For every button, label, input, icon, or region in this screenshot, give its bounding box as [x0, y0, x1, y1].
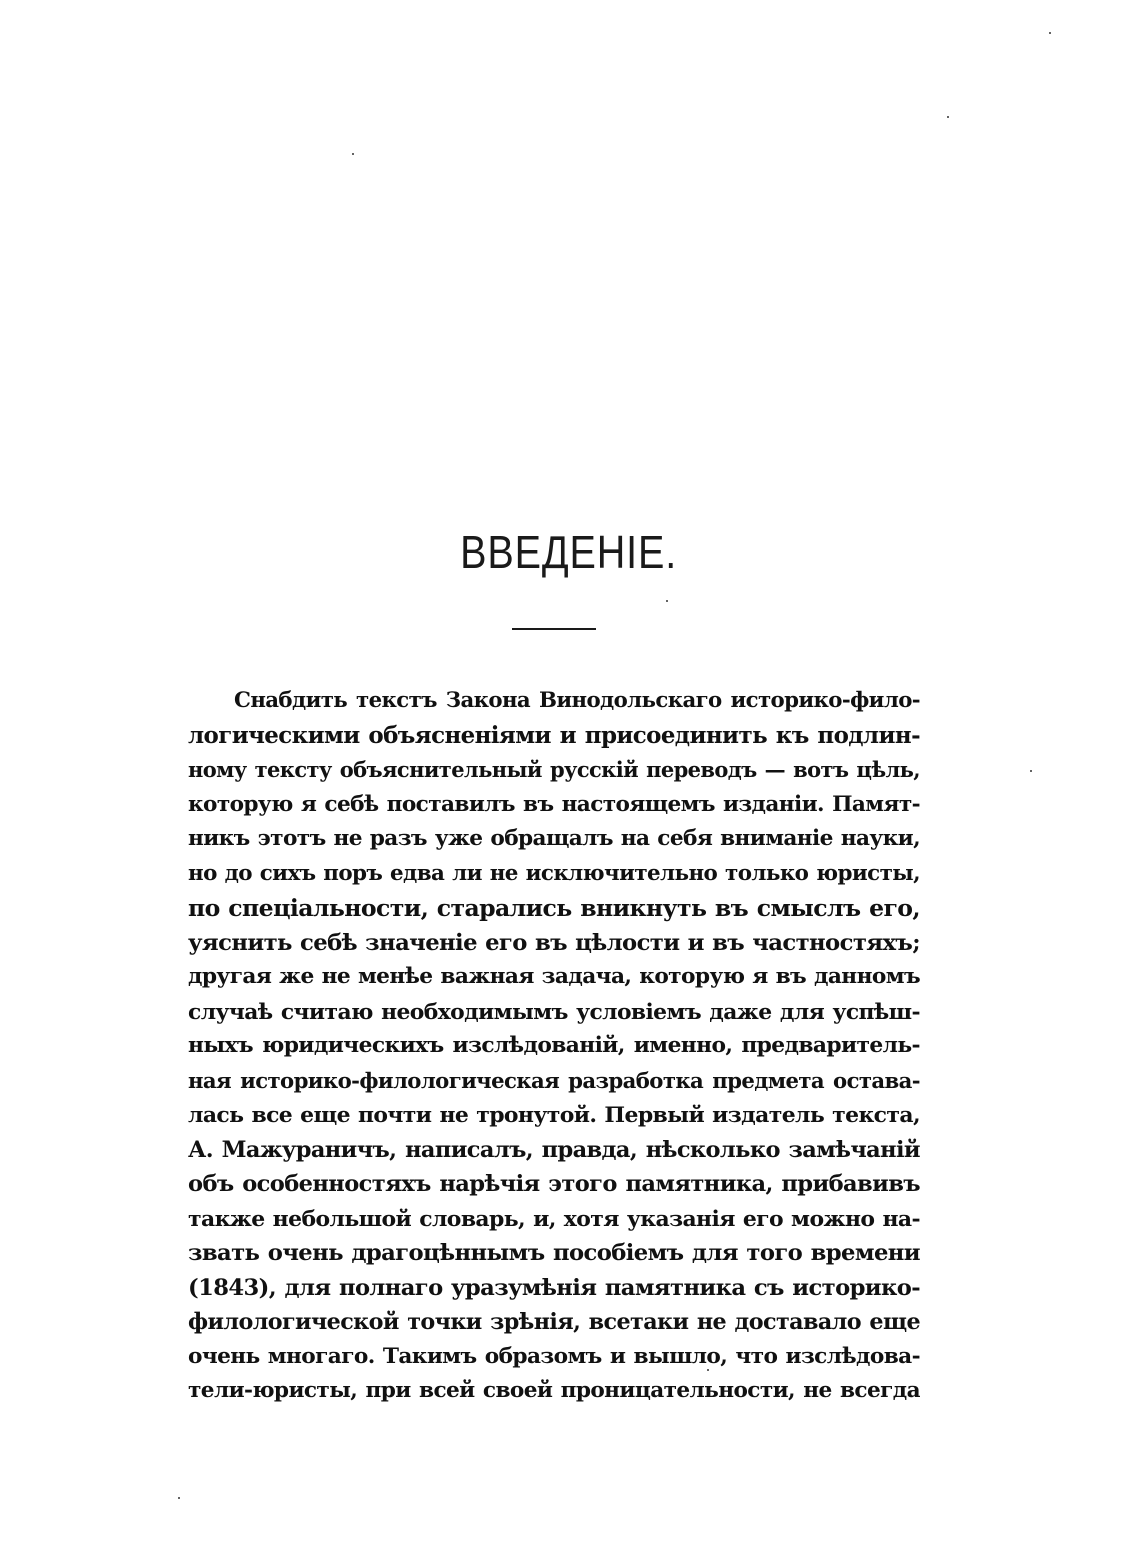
body-paragraph [188, 684, 920, 1409]
text-line: ному тексту объяснительный русскій переводъ — вотъ цѣль, [188, 757, 920, 782]
page-title: ВВЕДЕНІЕ. [460, 526, 678, 578]
text-line: никъ этотъ не разъ уже обращалъ на себя вниманіе науки, [188, 826, 920, 851]
title-divider [512, 628, 596, 630]
text-line: ныхъ юридическихъ изслѣдованій, именно, предваритель- [188, 1033, 920, 1058]
text-line: тели-юристы, при всей своей проницательности, не всегда [188, 1378, 920, 1403]
scan-speck [1049, 32, 1051, 34]
text-line: по спеціальности, старались вникнуть въ смыслъ его, [188, 894, 920, 922]
text-line: но до сихъ поръ едва ли не исключительно только юристы, [188, 860, 920, 886]
text-line: звать очень драгоцѣннымъ пособіемъ для того времени [188, 1240, 920, 1266]
scan-speck [666, 600, 668, 602]
text-line: ная историко-филологическая разработка предмета остава- [188, 1067, 920, 1093]
scan-speck [947, 116, 949, 118]
text-line: очень многаго. Такимъ образомъ и вышло, что изслѣдова- [188, 1343, 920, 1369]
text-line: объ особенностяхъ нарѣчія этого памятника, прибавивъ [188, 1171, 920, 1197]
text-line: лась все еще почти не тронутой. Первый издатель текста, [188, 1102, 920, 1128]
scan-speck [178, 1497, 180, 1499]
text-line: уяснить себѣ значеніе его въ цѣлости и въ частностяхъ; [188, 929, 920, 956]
text-line: случаѣ считаю необходимымъ условіемъ даже для успѣш- [188, 998, 920, 1025]
scan-speck [707, 1369, 709, 1371]
text-line: логическими объясненіями и присоединить къ подлин- [188, 721, 920, 749]
scan-speck [1030, 770, 1032, 772]
text-line: также небольшой словарь, и, хотя указанія его можно на- [188, 1205, 920, 1232]
text-line: А. Мажураничъ, написалъ, правда, нѣсколько замѣчаній [188, 1136, 920, 1163]
text-line: Снабдить текстъ Закона Винодольскаго историко-фило- [234, 688, 920, 713]
scan-speck [352, 153, 354, 155]
text-line: которую я себѣ поставилъ въ настоящемъ изданіи. Памят- [188, 791, 920, 817]
text-line: другая же не менѣе важная задача, которую я въ данномъ [188, 964, 920, 989]
text-line: (1843), для полнаго уразумѣнія памятника съ историко- [188, 1274, 920, 1301]
text-line: филологической точки зрѣнія, всетаки не доставало еще [188, 1309, 920, 1335]
